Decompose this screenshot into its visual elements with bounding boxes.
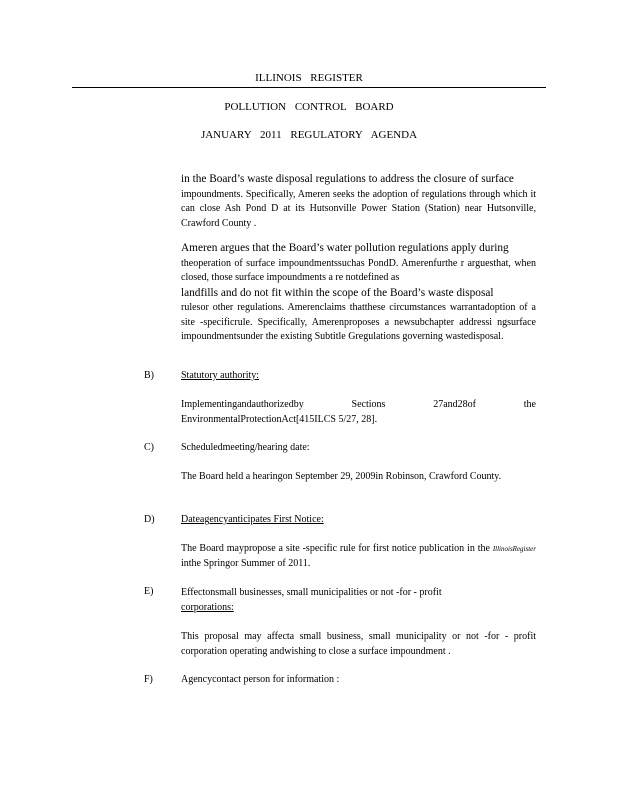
section-b-label: B) — [144, 370, 154, 381]
section-c-text: The Board held a hearingon September 29, 2009in Robinson, Crawford County. — [181, 471, 502, 482]
section-d-text-b: inthe Springor Summer of 2011. — [181, 557, 311, 569]
agenda-title: JANUARY 2011 REGULATORY AGENDA — [200, 129, 418, 141]
argument-line-3: landfills and do not fit within the scope of the Board’s waste disposal — [181, 286, 494, 299]
section-d-text — [181, 542, 536, 571]
board-title: POLLUTION CONTROL BOARD — [224, 101, 394, 113]
section-e-heading-line-1: Effectonsmall businesses, small municipalities or not -for - profit — [181, 587, 442, 598]
intro-paragraph — [181, 172, 536, 231]
section-f-label: F) — [144, 674, 153, 685]
section-b-text: Implementingandauthorizedby Sections 27and28of the EnvironmentalProtectionAct[415ILCS 5/27, 28]. — [181, 399, 536, 425]
section-e-label: E) — [144, 586, 154, 597]
section-d-heading: Dateagencyanticipates First Notice: — [181, 514, 324, 525]
section-f-heading: Agencycontact person for information : — [181, 674, 340, 685]
section-e-heading — [181, 586, 536, 615]
section-c-label: C) — [144, 442, 154, 453]
intro-rest: impoundments. Specifically, Ameren seeks the adoption of regulations through which it can close Ash Pond D at its Hutsonville Power Station (Station) near Hutsonville, Crawford County . — [181, 188, 536, 229]
illinois-register-italic: IllinoisRegister — [492, 545, 536, 553]
header-divider — [72, 87, 546, 88]
section-e-text: This proposal may affecta small business, small municipality or not -for - profit corporation operating andwishing to close a surface impoundment . — [181, 631, 536, 657]
argument-line-4: rulesor other regulations. Amerenclaims thatthese circumstances warrantadoption of a site -specificrule. Specifically, Amerenproposes a newsubchapter addressi ngsurface impoundmentsunder the existing Subtitle Gregulations governing wastedisposal. — [181, 302, 536, 342]
section-d-label: D) — [144, 514, 155, 525]
register-title: ILLINOIS REGISTER — [255, 72, 363, 84]
section-e-heading-line-2: corporations: — [181, 601, 234, 613]
section-b-heading: Statutory authority: — [181, 370, 260, 381]
argument-line-2: theoperation of surface impoundmentssuchas PondD. Amerenfurthe r arguesthat, when closed, those surface impoundments a re notdefined as — [181, 257, 536, 283]
argument-line-1: Ameren argues that the Board’s water pollution regulations apply during — [181, 242, 509, 254]
argument-paragraph — [181, 241, 536, 345]
section-c-heading: Scheduledmeeting/hearing date: — [181, 442, 310, 453]
section-d-text-a: The Board maypropose a site -specific rule for first notice publication in the — [181, 543, 490, 554]
intro-line-1: in the Board’s waste disposal regulations to address the closure of surface — [181, 173, 514, 185]
